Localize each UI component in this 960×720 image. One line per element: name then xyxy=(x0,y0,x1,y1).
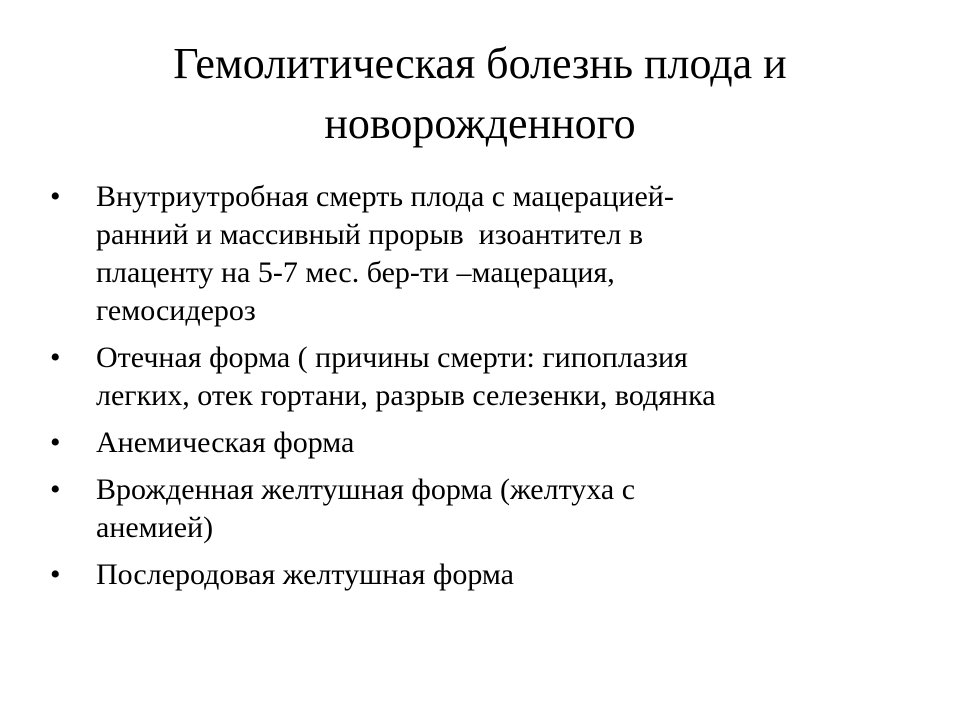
bullet-icon: • xyxy=(50,473,61,506)
bullet-line: ранний и массивный прорыв изоантител в xyxy=(96,218,644,251)
bullet-text xyxy=(96,471,880,547)
bullet-line: анемией) xyxy=(96,511,214,544)
bullet-text xyxy=(96,339,880,415)
bullet-line: Анемическая форма xyxy=(96,426,355,459)
bullet-line: Отечная форма ( причины смерти: гипоплазия xyxy=(96,341,688,374)
bullet-text xyxy=(96,424,880,462)
bullet-line: плаценту на 5-7 мес. бер-ти –мацерация, xyxy=(96,256,615,289)
bullet-list xyxy=(50,178,880,603)
bullet-item-2 xyxy=(50,339,880,415)
slide-title-line-1: Гемолитическая болезнь плода и xyxy=(173,39,787,88)
bullet-line: Послеродовая желтушная форма xyxy=(96,558,514,591)
bullet-icon: • xyxy=(50,558,61,591)
bullet-icon: • xyxy=(50,180,61,213)
bullet-text xyxy=(96,556,880,594)
bullet-icon: • xyxy=(50,426,61,459)
bullet-line: Внутриутробная смерть плода с мацерацией- xyxy=(96,180,674,213)
bullet-item-1 xyxy=(50,178,880,330)
slide-title xyxy=(60,34,900,154)
bullet-item-5 xyxy=(50,556,880,594)
bullet-item-3 xyxy=(50,424,880,462)
bullet-line: Врожденная желтушная форма (желтуха с xyxy=(96,473,636,506)
bullet-text xyxy=(96,178,880,330)
bullet-line: гемосидероз xyxy=(96,294,256,327)
bullet-line: легких, отек гортани, разрыв селезенки, водянка xyxy=(96,379,716,412)
slide-title-line-2: новорожденного xyxy=(324,99,636,148)
bullet-item-4 xyxy=(50,471,880,547)
bullet-icon: • xyxy=(50,341,61,374)
